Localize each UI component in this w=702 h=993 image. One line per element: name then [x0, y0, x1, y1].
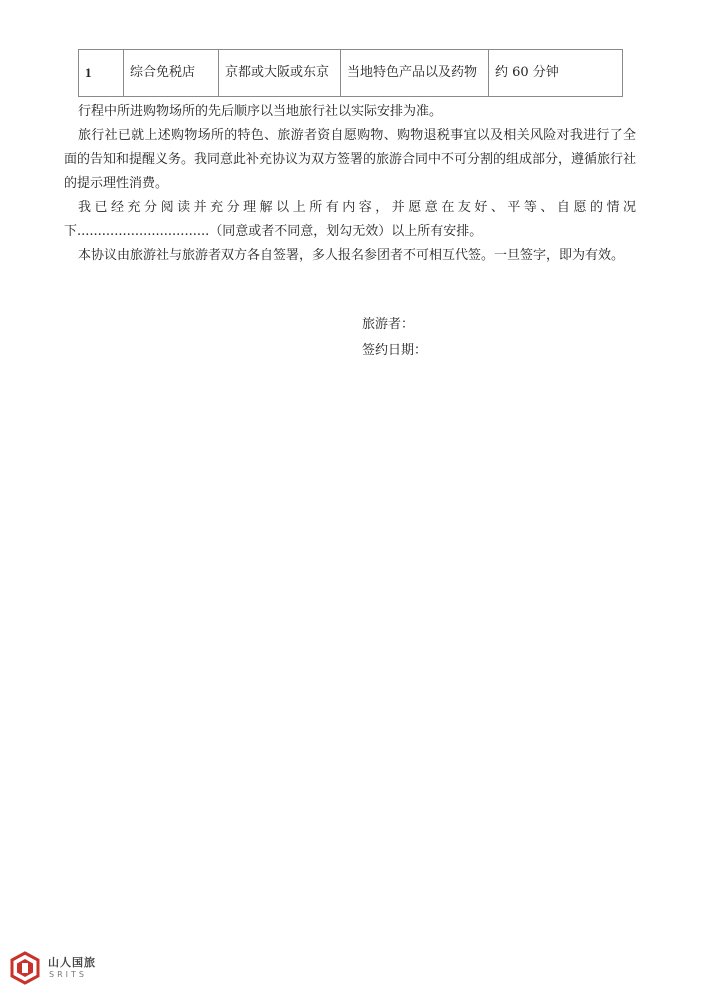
shop-duration: 约 60 分钟 [489, 50, 623, 97]
paragraph-order: 行程中所进购物场所的先后顺序以当地旅行社以实际安排为准。 [78, 104, 443, 119]
logo-emblem-icon [8, 951, 42, 985]
table-row [79, 50, 623, 97]
shop-goods: 当地特色产品以及药物 [341, 50, 489, 97]
company-logo [8, 951, 100, 985]
shop-location: 京都或大阪或东京 [219, 50, 341, 97]
paragraph-notice: 旅行社已就上述购物场所的特色、旅游者资自愿购物、购物退税事宜以及相关风险对我进行了全面的告知和提醒义务。我同意此补充协议为双方签署的旅游合同中不可分割的组成部分，遵循旅行社的提示理性消费。 [64, 128, 637, 191]
paragraph-signing: 本协议由旅游社与旅游者双方各自签署，多人报名参团者不可相互代签。一旦签字，即为有效。 [78, 248, 625, 263]
logo-name: 山人国旅 [48, 956, 96, 969]
shopping-table [78, 49, 623, 97]
traveler-signature-label: 旅游者： [362, 317, 415, 332]
shop-name: 综合免税店 [124, 50, 219, 97]
logo-subtitle: SRITS [49, 970, 87, 979]
sign-date-label: 签约日期： [362, 343, 428, 358]
paragraph-consent: 我已经充分阅读并充分理解以上所有内容，并愿意在友好、平等、自愿的情况下................................（同意或者不同意，划勾无效）以上所有安排。 [64, 200, 636, 239]
row-number: 1 [79, 50, 124, 97]
